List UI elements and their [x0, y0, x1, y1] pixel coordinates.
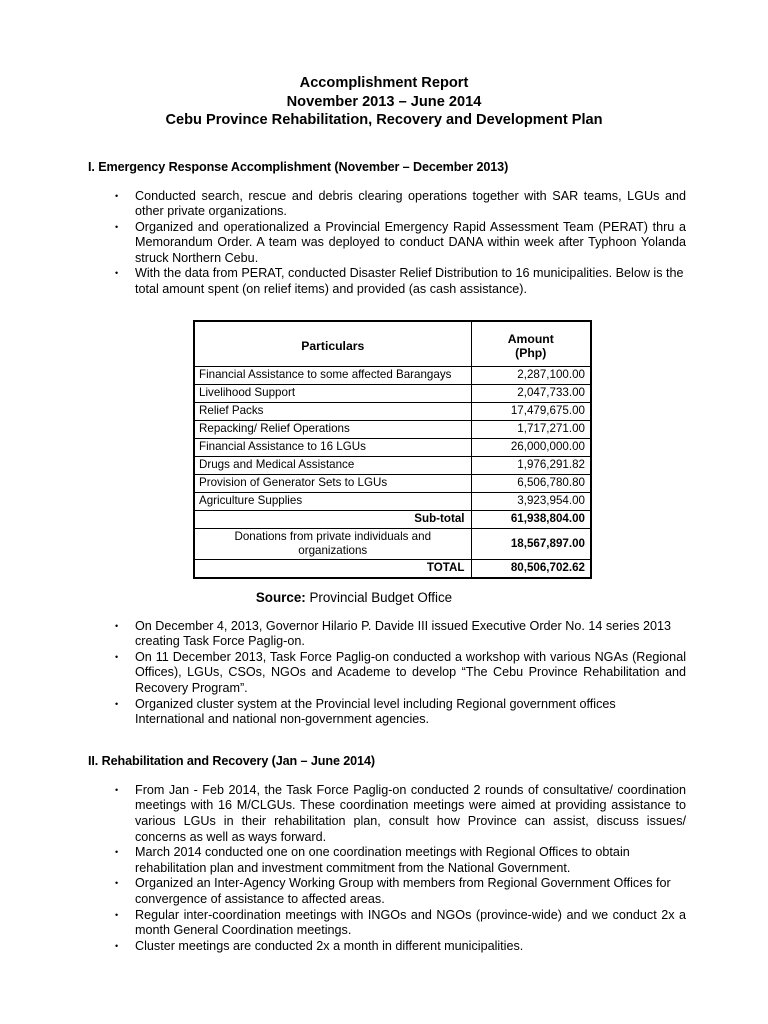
cell-amount: 2,047,733.00	[471, 384, 591, 402]
cell-amount: 1,976,291.82	[471, 456, 591, 474]
title-line-1: Accomplishment Report	[299, 75, 469, 91]
cell-subtotal-amount: 61,938,804.00	[471, 510, 591, 528]
table-row	[194, 420, 591, 438]
section-heading-two: II. Rehabilitation and Recovery (Jan – June 2014)	[88, 753, 375, 768]
list-item: • On 11 December 2013, Task Force Paglig-on conducted a workshop with various NGAs (Regional Offices), LGUs, CSOs, NGOs and Academe to develop “The Cebu Province Rehabilitation and Recovery Program”.	[135, 650, 686, 697]
column-header-particulars	[194, 321, 471, 367]
relief-amount-table-wrapper	[0, 320, 768, 579]
cell-particulars: Financial Assistance to 16 LGUs	[194, 438, 471, 456]
table-row-subtotal	[194, 510, 591, 528]
table-row-donations	[194, 528, 591, 559]
cell-particulars: Financial Assistance to some affected Barangays	[194, 366, 471, 384]
column-header-amount	[471, 321, 591, 367]
source-label: Source:	[255, 589, 306, 605]
list-item: • Regular inter-coordination meetings with INGOs and NGOs (province-wide) and we conduct 2x a month General Coordination meetings.	[135, 908, 686, 939]
table-source-caption	[0, 590, 768, 605]
relief-amount-table	[193, 320, 592, 579]
cell-particulars: Provision of Generator Sets to LGUs	[194, 474, 471, 492]
cell-particulars: Livelihood Support	[194, 384, 471, 402]
title-line-3: Cebu Province Rehabilitation, Recovery and Development Plan	[165, 112, 603, 128]
list-item: • With the data from PERAT, conducted Disaster Relief Distribution to 16 municipalities. Below is the total amount spent (on relief items) and provided (as cash assistance).	[135, 266, 686, 297]
table-row	[194, 384, 591, 402]
column-header-amount-label: Amount	[507, 332, 554, 347]
list-item: • Organized cluster system at the Provincial level including Regional government offices International and national non-government agencies.	[135, 697, 686, 728]
title-line-2: November 2013 – June 2014	[286, 93, 482, 110]
list-item: • Organized an Inter-Agency Working Group with members from Regional Government Offices for convergence of assistance to affected areas.	[135, 876, 686, 907]
cell-amount: 26,000,000.00	[471, 438, 591, 456]
list-item: • Cluster meetings are conducted 2x a month in different municipalities.	[135, 939, 686, 955]
table-row	[194, 456, 591, 474]
document-title	[0, 74, 768, 130]
table-row	[194, 366, 591, 384]
column-header-particulars-label: Particulars	[301, 339, 365, 354]
cell-particulars: Agriculture Supplies	[194, 492, 471, 510]
cell-donations-amount: 18,567,897.00	[471, 528, 591, 559]
table-body	[194, 366, 591, 578]
cell-amount: 3,923,954.00	[471, 492, 591, 510]
source-value: Provincial Budget Office	[305, 589, 453, 605]
list-item: • March 2014 conducted one on one coordination meetings with Regional Offices to obtain rehabilitation plan and investment commitment from the National Government.	[135, 845, 686, 876]
cell-amount: 17,479,675.00	[471, 402, 591, 420]
cell-donations-label: Donations from private individuals and organizations	[194, 528, 471, 559]
cell-amount: 1,717,271.00	[471, 420, 591, 438]
cell-amount: 6,506,780.80	[471, 474, 591, 492]
section-one-bullet-list	[0, 189, 768, 298]
cell-subtotal-label: Sub-total	[194, 510, 471, 528]
section-two-bullet-list	[0, 783, 768, 955]
table-header-row	[194, 321, 591, 367]
table-row	[194, 492, 591, 510]
table-row	[194, 438, 591, 456]
cell-total-label: TOTAL	[194, 559, 471, 578]
table-header	[194, 321, 591, 367]
section-heading-one: I. Emergency Response Accomplishment (November – December 2013)	[88, 159, 509, 174]
list-item: • From Jan - Feb 2014, the Task Force Paglig-on conducted 2 rounds of consultative/ coordination meetings with 16 M/CLGUs. These coordination meetings were aimed at providing assistance to various LGUs in their rehabilitation plan, consult how Province can assist, discuss issues/ concerns as well as ways forward.	[135, 783, 686, 845]
list-item: • On December 4, 2013, Governor Hilario P. Davide III issued Executive Order No. 14 series 2013 creating Task Force Paglig-on.	[135, 619, 686, 650]
cell-amount: 2,287,100.00	[471, 366, 591, 384]
table-row-total	[194, 559, 591, 578]
table-row	[194, 474, 591, 492]
list-item: • Conducted search, rescue and debris clearing operations together with SAR teams, LGUs and other private organizations.	[135, 189, 686, 220]
cell-particulars: Drugs and Medical Assistance	[194, 456, 471, 474]
cell-particulars: Repacking/ Relief Operations	[194, 420, 471, 438]
list-item: • Organized and operationalized a Provincial Emergency Rapid Assessment Team (PERAT) thru a Memorandum Order. A team was deployed to conduct DANA within week after Typhoon Yolanda struck Northern Cebu.	[135, 220, 686, 267]
table-row	[194, 402, 591, 420]
cell-particulars: Relief Packs	[194, 402, 471, 420]
cell-total-amount: 80,506,702.62	[471, 559, 591, 578]
column-header-amount-unit: (Php)	[515, 346, 547, 361]
section-one-bullet-list-continued	[0, 619, 768, 728]
